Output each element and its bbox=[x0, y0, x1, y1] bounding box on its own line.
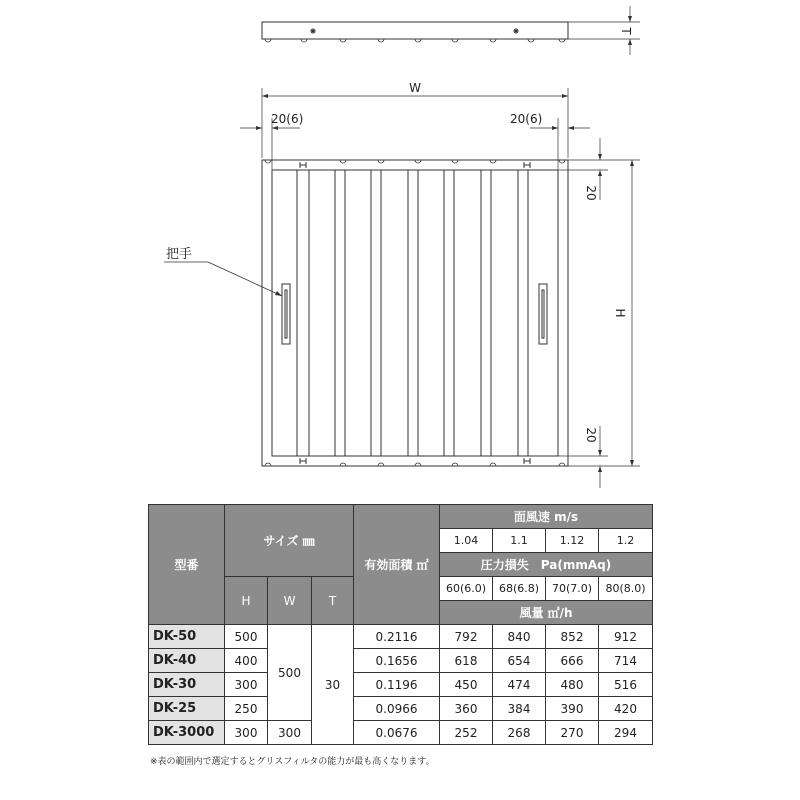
header-flow: 風量 ㎥/h bbox=[440, 601, 653, 625]
h-cell: 400 bbox=[225, 649, 268, 673]
pressure-cell: 68(6.8) bbox=[493, 577, 546, 601]
margin-top-label: 20 bbox=[584, 185, 598, 201]
area-cell: 0.2116 bbox=[354, 625, 440, 649]
flow-cell: 420 bbox=[599, 697, 653, 721]
flow-cell: 792 bbox=[440, 625, 493, 649]
header-area: 有効面積 ㎡ bbox=[354, 505, 440, 625]
model-cell: DK-50 bbox=[149, 625, 225, 649]
flow-cell: 852 bbox=[546, 625, 599, 649]
col-W: W bbox=[268, 577, 312, 625]
flow-cell: 360 bbox=[440, 697, 493, 721]
t-shared-cell: 30 bbox=[312, 625, 354, 745]
flow-cell: 450 bbox=[440, 673, 493, 697]
table-row bbox=[149, 697, 653, 721]
header-velocity: 面風速 m/s bbox=[440, 505, 653, 529]
model-cell: DK-25 bbox=[149, 697, 225, 721]
pressure-cell: 80(8.0) bbox=[599, 577, 653, 601]
flow-cell: 294 bbox=[599, 721, 653, 745]
dim-T-label: T bbox=[619, 27, 633, 35]
flow-cell: 654 bbox=[493, 649, 546, 673]
table-row bbox=[149, 625, 653, 649]
model-cell: DK-3000 bbox=[149, 721, 225, 745]
header-model: 型番 bbox=[149, 505, 225, 625]
pressure-cell: 60(6.0) bbox=[440, 577, 493, 601]
front-view bbox=[262, 160, 568, 466]
model-cell: DK-40 bbox=[149, 649, 225, 673]
header-pressure: 圧力損失 Pa(mmAq) bbox=[440, 553, 653, 577]
w-shared-cell: 500 bbox=[268, 625, 312, 721]
flow-cell: 252 bbox=[440, 721, 493, 745]
h-cell: 300 bbox=[225, 673, 268, 697]
flow-cell: 480 bbox=[546, 673, 599, 697]
handle-right bbox=[539, 284, 547, 344]
flow-cell: 474 bbox=[493, 673, 546, 697]
margin-bottom-label: 20 bbox=[584, 427, 598, 443]
margin-right-label: 20(6) bbox=[510, 112, 543, 126]
header-size: サイズ ㎜ bbox=[225, 505, 354, 577]
w-cell: 300 bbox=[268, 721, 312, 745]
table-row bbox=[149, 649, 653, 673]
pressure-cell: 70(7.0) bbox=[546, 577, 599, 601]
dim-W-label: W bbox=[409, 81, 421, 95]
flow-cell: 268 bbox=[493, 721, 546, 745]
velocity-cell: 1.2 bbox=[599, 529, 653, 553]
spec-table bbox=[148, 504, 653, 745]
area-cell: 0.1196 bbox=[354, 673, 440, 697]
table-row bbox=[149, 673, 653, 697]
flow-cell: 840 bbox=[493, 625, 546, 649]
col-T: T bbox=[312, 577, 354, 625]
h-cell: 500 bbox=[225, 625, 268, 649]
dim-H-label: H bbox=[613, 308, 627, 318]
side-view bbox=[262, 6, 640, 55]
col-H: H bbox=[225, 577, 268, 625]
velocity-cell: 1.04 bbox=[440, 529, 493, 553]
h-cell: 250 bbox=[225, 697, 268, 721]
margin-left-label: 20(6) bbox=[271, 112, 304, 126]
flow-cell: 390 bbox=[546, 697, 599, 721]
flow-cell: 912 bbox=[599, 625, 653, 649]
flow-cell: 714 bbox=[599, 649, 653, 673]
flow-cell: 516 bbox=[599, 673, 653, 697]
flow-cell: 270 bbox=[546, 721, 599, 745]
area-cell: 0.0966 bbox=[354, 697, 440, 721]
velocity-cell: 1.1 bbox=[493, 529, 546, 553]
velocity-cell: 1.12 bbox=[546, 529, 599, 553]
h-cell: 300 bbox=[225, 721, 268, 745]
flow-cell: 666 bbox=[546, 649, 599, 673]
flow-cell: 384 bbox=[493, 697, 546, 721]
table-row bbox=[149, 721, 653, 745]
area-cell: 0.1656 bbox=[354, 649, 440, 673]
handle-left bbox=[282, 284, 290, 344]
flow-cell: 618 bbox=[440, 649, 493, 673]
model-cell: DK-30 bbox=[149, 673, 225, 697]
handle-label: 把手 bbox=[166, 247, 193, 262]
footnote: ※表の範囲内で選定するとグリスフィルタの能力が最も高くなります。 bbox=[150, 757, 435, 767]
area-cell: 0.0676 bbox=[354, 721, 440, 745]
